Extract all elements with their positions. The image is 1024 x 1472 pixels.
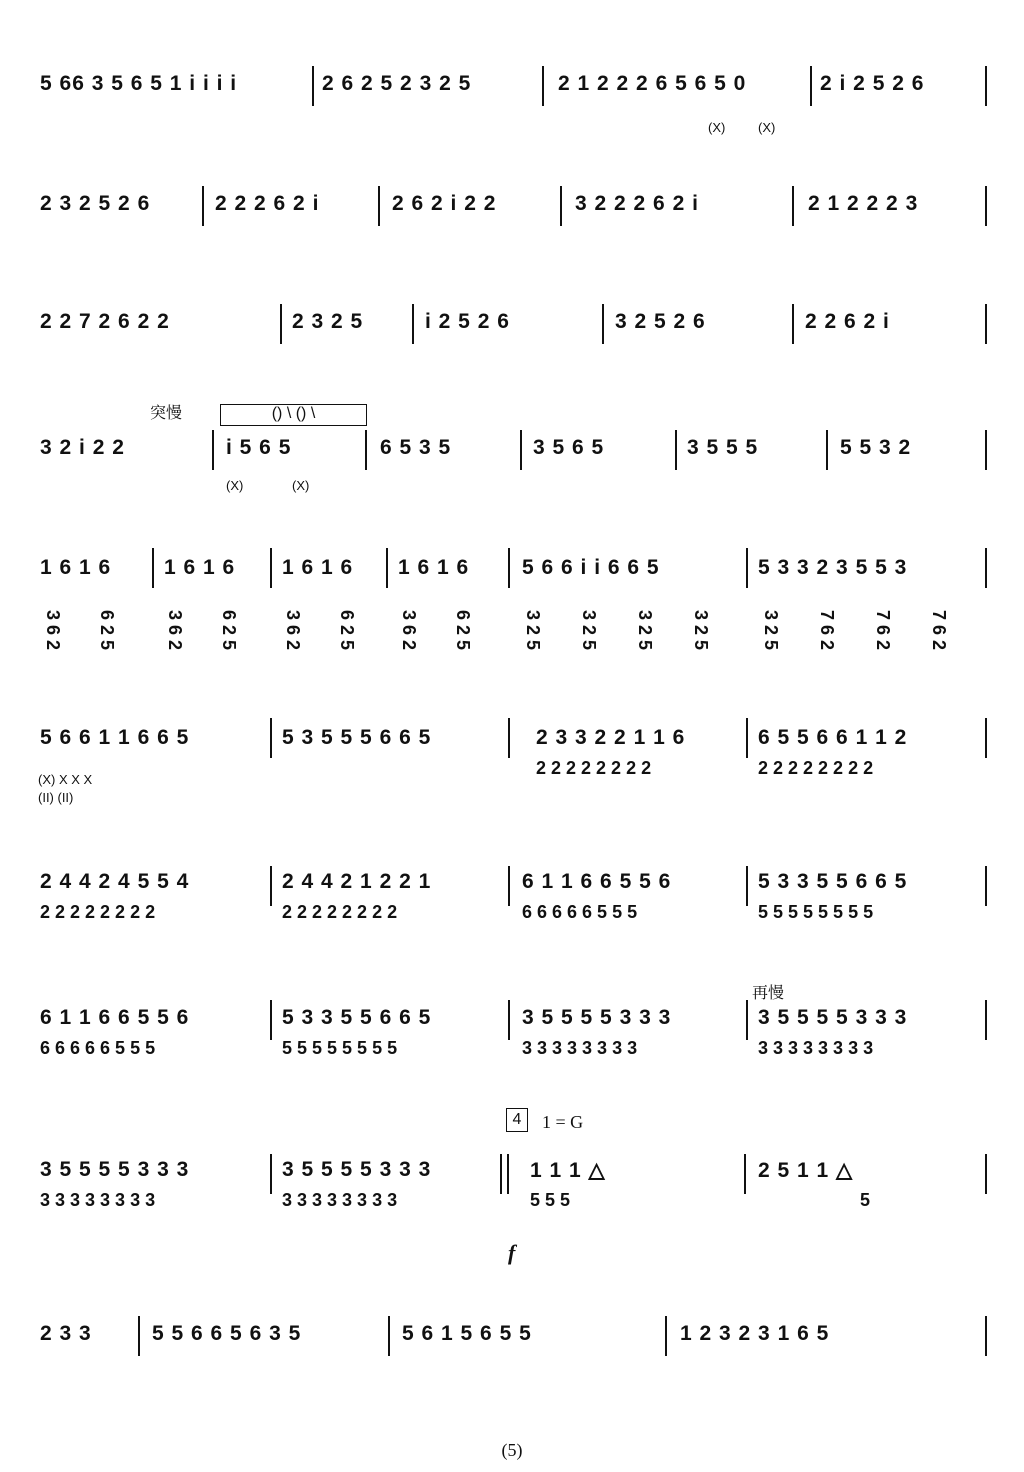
barline — [312, 66, 314, 106]
measure: 2 2 2 6 2 i — [215, 192, 320, 215]
lower-voice: 2 2 2 2 2 2 2 2 — [282, 902, 398, 922]
barline — [985, 186, 987, 226]
barline — [378, 186, 380, 226]
system-2 — [30, 180, 990, 240]
lower-voice: 2 2 2 2 2 2 2 2 — [758, 758, 874, 778]
system-10 — [30, 1300, 990, 1410]
measure: 2 6 2 5 2 3 2 5 — [322, 72, 472, 95]
lower-voice: 6 6 6 6 6 5 5 5 — [522, 902, 638, 922]
chord-stack: 7 6 2 — [873, 610, 893, 651]
barline — [365, 430, 367, 470]
tag: (X) — [292, 478, 310, 493]
barline — [792, 186, 794, 226]
lower-voice: 5 5 5 5 5 5 5 5 — [282, 1038, 398, 1058]
barline — [508, 1000, 510, 1040]
barline — [985, 1000, 987, 1040]
barline — [270, 1154, 272, 1194]
measure: 2 6 2 i 2 2 — [392, 192, 497, 215]
tempo-marking: 突慢 — [150, 403, 183, 422]
tag: (II) (II) — [38, 790, 74, 805]
chord-stack: 6 2 5 — [97, 610, 117, 651]
measure: 3 5 6 5 — [533, 436, 605, 459]
measure: 3 5 5 5 5 3 3 3 — [40, 1158, 190, 1181]
page-number: (5) — [501, 1440, 523, 1460]
chord-stack: 3 2 5 — [579, 610, 599, 651]
measure: 2 3 3 2 2 1 1 6 — [536, 726, 686, 749]
measure: 6 1 1 6 6 5 5 6 — [40, 1006, 190, 1029]
lower-voice: 5 5 5 — [530, 1190, 571, 1210]
tag: (X) — [758, 120, 776, 135]
chord-stack: 3 2 5 — [691, 610, 711, 651]
chord-stack: 3 6 2 — [43, 610, 63, 651]
measure: 2 3 2 5 — [292, 310, 364, 333]
barline — [270, 866, 272, 906]
measure: 3 5 5 5 5 3 3 3 — [522, 1006, 672, 1029]
tag: (X) X X X — [38, 772, 93, 787]
barline — [746, 718, 748, 758]
lower-voice: 3 3 3 3 3 3 3 3 — [40, 1190, 156, 1210]
measure: 5 3 5 5 5 6 6 5 — [282, 726, 432, 749]
barline — [202, 186, 204, 226]
measure: 5 6 1 5 6 5 5 — [402, 1322, 532, 1345]
barline — [675, 430, 677, 470]
barline — [138, 1316, 140, 1356]
chord-stack: 7 6 2 — [929, 610, 949, 651]
barline — [602, 304, 604, 344]
system-3 — [30, 298, 990, 358]
tag: (X) — [708, 120, 726, 135]
measure: 6 1 1 6 6 5 5 6 — [522, 870, 672, 893]
tag: (X) — [226, 478, 244, 493]
lower-voice: 5 5 5 5 5 5 5 5 — [758, 902, 874, 922]
lower-voice: 3 3 3 3 3 3 3 3 — [282, 1190, 398, 1210]
barline — [985, 866, 987, 906]
measure: 5 3 3 2 3 5 5 3 — [758, 556, 908, 579]
barline — [746, 1000, 748, 1040]
barline — [152, 548, 154, 588]
barline — [746, 866, 748, 906]
measure: 3 5 5 5 5 3 3 3 — [758, 1006, 908, 1029]
barline — [270, 718, 272, 758]
barline — [270, 1000, 272, 1040]
barline — [520, 430, 522, 470]
measure: 2 4 4 2 4 5 5 4 — [40, 870, 190, 893]
system-9 — [30, 1108, 990, 1308]
system-4 — [30, 400, 990, 493]
measure: 1 6 1 6 — [164, 556, 236, 579]
lower-voice: 5 — [860, 1190, 871, 1210]
barline — [412, 304, 414, 344]
measure: 3 5 5 5 — [687, 436, 759, 459]
barline — [985, 304, 987, 344]
system-5 — [30, 540, 990, 680]
measure: 1 6 1 6 — [398, 556, 470, 579]
barline — [985, 718, 987, 758]
measure: 5 6 6 i i 6 6 5 — [522, 556, 660, 579]
system-7 — [30, 862, 990, 962]
chord-stack: 6 2 5 — [337, 610, 357, 651]
measure: 3 2 i 2 2 — [40, 436, 125, 459]
articulation-box: () \ () \ — [220, 404, 367, 426]
measure: 5 3 3 5 5 6 6 5 — [282, 1006, 432, 1029]
measure: 3 5 5 5 5 3 3 3 — [282, 1158, 432, 1181]
barline — [985, 1316, 987, 1356]
lower-voice: 3 3 3 3 3 3 3 3 — [522, 1038, 638, 1058]
double-barline — [500, 1154, 509, 1194]
measure: 5 66 3 5 6 5 1 i i i i — [40, 72, 238, 95]
measure: i 5 6 5 — [226, 436, 292, 459]
lower-voice: 2 2 2 2 2 2 2 2 — [536, 758, 652, 778]
measure: 1 6 1 6 — [40, 556, 112, 579]
lower-voice: 2 2 2 2 2 2 2 2 — [40, 902, 156, 922]
chord-stack: 6 2 5 — [219, 610, 239, 651]
tempo-marking: 再慢 — [752, 983, 785, 1002]
barline — [985, 430, 987, 470]
barline — [744, 1154, 746, 1194]
chord-stack: 3 6 2 — [399, 610, 419, 651]
system-1 — [30, 60, 990, 140]
barline — [560, 186, 562, 226]
chord-stack: 3 2 5 — [761, 610, 781, 651]
barline — [508, 866, 510, 906]
barline — [212, 430, 214, 470]
barline — [985, 548, 987, 588]
measure: 2 i 2 5 2 6 — [820, 72, 925, 95]
measure: 2 2 6 2 i — [805, 310, 890, 333]
chord-stack: 3 2 5 — [635, 610, 655, 651]
measure: 1 6 1 6 — [282, 556, 354, 579]
chord-stack: 3 6 2 — [283, 610, 303, 651]
key-signature: 1 = G — [542, 1112, 584, 1132]
barline — [386, 548, 388, 588]
barline — [665, 1316, 667, 1356]
lower-voice: 3 3 3 3 3 3 3 3 — [758, 1038, 874, 1058]
barline — [792, 304, 794, 344]
barline — [270, 548, 272, 588]
measure: 2 1 2 2 2 6 5 6 5 0 — [558, 72, 747, 95]
section-number: 4 — [506, 1108, 528, 1132]
chord-stack: 7 6 2 — [817, 610, 837, 651]
measure: 1 1 1 △ — [530, 1159, 606, 1182]
measure: 3 2 2 2 6 2 i — [575, 192, 699, 215]
system-6 — [30, 710, 990, 860]
measure: 2 2 7 2 6 2 2 — [40, 310, 170, 333]
measure: 5 5 6 6 5 6 3 5 — [152, 1322, 302, 1345]
barline — [985, 66, 987, 106]
barline — [508, 718, 510, 758]
measure: 2 1 2 2 2 3 — [808, 192, 919, 215]
chord-stack: 3 6 2 — [165, 610, 185, 651]
measure: 2 3 2 5 2 6 — [40, 192, 151, 215]
barline — [542, 66, 544, 106]
measure: 2 5 1 1 △ — [758, 1159, 854, 1182]
chord-stack: 6 2 5 — [453, 610, 473, 651]
lower-voice: 6 6 6 6 6 5 5 5 — [40, 1038, 156, 1058]
measure: 2 4 4 2 1 2 2 1 — [282, 870, 432, 893]
measure: 1 2 3 2 3 1 6 5 — [680, 1322, 830, 1345]
chord-stack: 3 2 5 — [523, 610, 543, 651]
measure: 6 5 5 6 6 1 1 2 — [758, 726, 908, 749]
dynamic-marking: f — [508, 1240, 516, 1265]
barline — [985, 1154, 987, 1194]
barline — [746, 548, 748, 588]
measure: 5 3 3 5 5 6 6 5 — [758, 870, 908, 893]
measure: i 2 5 2 6 — [425, 310, 510, 333]
measure: 6 5 3 5 — [380, 436, 452, 459]
barline — [810, 66, 812, 106]
barline — [280, 304, 282, 344]
barline — [826, 430, 828, 470]
system-8 — [30, 980, 990, 1090]
measure: 2 3 3 — [40, 1322, 92, 1345]
measure: 3 2 5 2 6 — [615, 310, 706, 333]
barline — [388, 1316, 390, 1356]
measure: 5 5 3 2 — [840, 436, 912, 459]
measure: 5 6 6 1 1 6 6 5 — [40, 726, 190, 749]
barline — [508, 548, 510, 588]
